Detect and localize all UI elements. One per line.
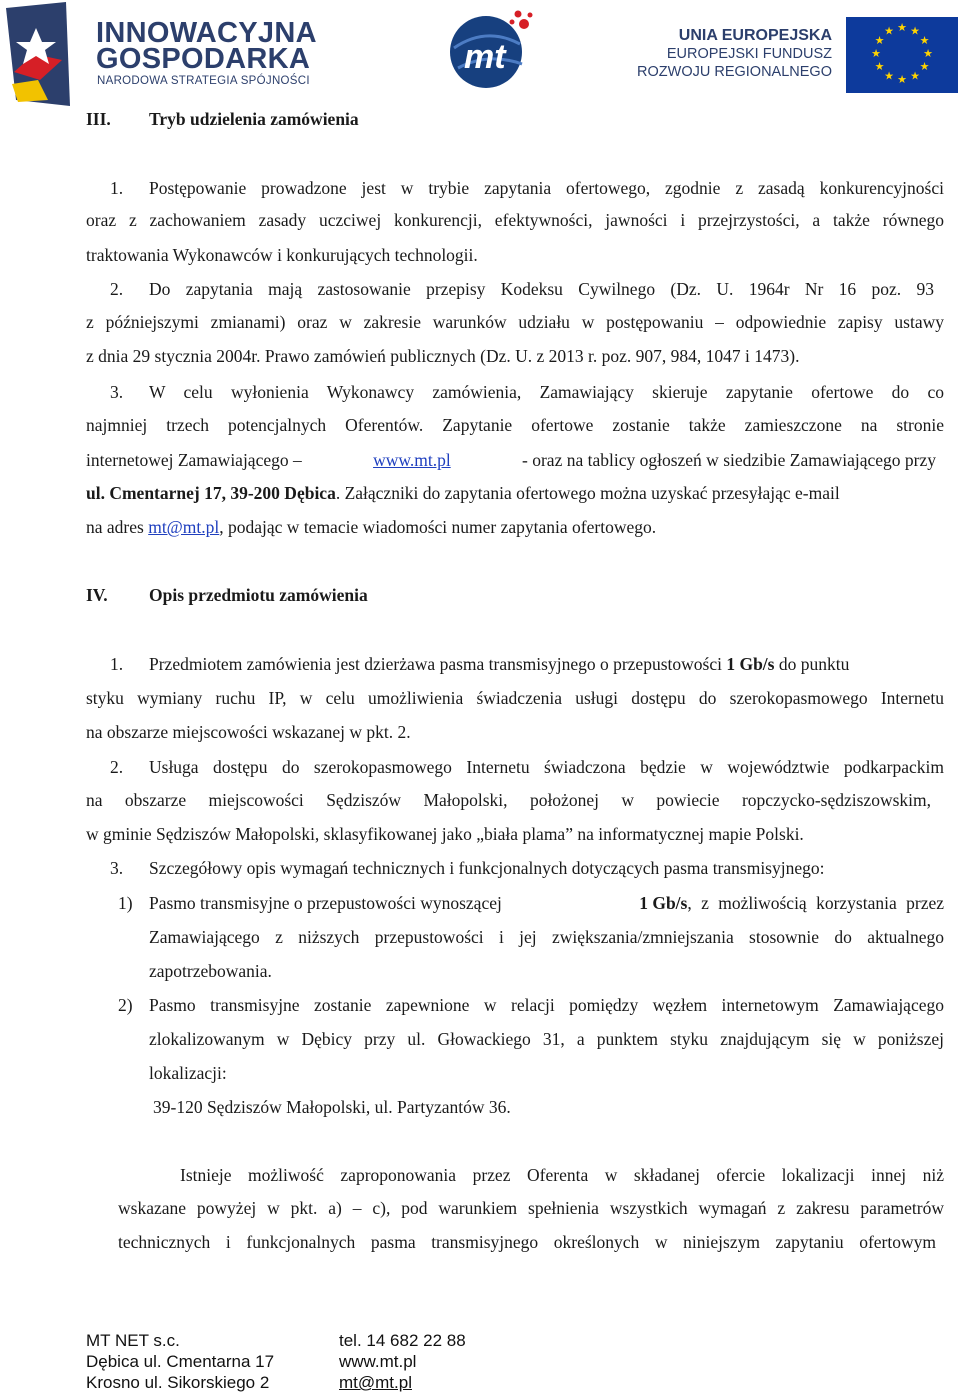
svg-text:★: ★: [871, 47, 881, 60]
s3-p3-line5-start: na adres: [86, 517, 144, 537]
svg-text:★: ★: [910, 69, 920, 83]
logo-mt: [448, 8, 536, 90]
s4-item2-line4: 39-120 Sędziszów Małopolski, ul. Partyzantów 36.: [153, 1097, 511, 1117]
s4-p3-number: 3.: [110, 858, 124, 878]
s3-p3-line3: [86, 449, 936, 471]
footer-email[interactable]: mt@mt.pl: [339, 1373, 412, 1392]
s3-p3-line5: [86, 516, 656, 538]
s4-item2-line3: lokalizacji:: [149, 1063, 227, 1083]
ig-title-line1: INNOWACYJNA: [96, 17, 317, 49]
footer-phone: tel. 14 682 22 88: [339, 1331, 466, 1350]
svg-text:★: ★: [884, 69, 894, 83]
s3-p3-line3-end: - oraz na tablicy ogłoszeń w siedzibie Zamawiającego przy: [522, 450, 936, 470]
s3-p3-line4: [86, 482, 944, 504]
s4-note-line3: technicznych i funkcjonalnych pasma transmisyjnego określonych w niniejszym zapytaniu ofertowym: [118, 1232, 936, 1252]
eu-flag-icon: [846, 17, 958, 93]
svg-text:★: ★: [923, 47, 933, 60]
footer-company-name: MT NET s.c.: [86, 1331, 180, 1350]
s3-p3-line3-start: internetowej Zamawiającego –: [86, 450, 302, 470]
footer-website[interactable]: www.mt.pl: [339, 1352, 417, 1371]
svg-text:★: ★: [897, 21, 907, 34]
svg-text:★: ★: [884, 24, 894, 38]
svg-text:★: ★: [874, 34, 885, 47]
s4-p1-line1-end: do punktu: [778, 654, 850, 674]
s3-p3-number: 3.: [110, 382, 124, 402]
s4-p2-line2: na obszarze miejscowości Sędziszów Małopolski, położonej w powiecie ropczycko-sędziszowskim,: [86, 790, 931, 810]
mt-globe-icon: [448, 8, 536, 90]
s4-item2-line2: zlokalizowanym w Dębicy przy ul. Głowackiego 31, a punktem styku znajdującym się w poniższej: [149, 1029, 944, 1049]
ig-subtitle: NARODOWA STRATEGIA SPÓJNOŚCI: [97, 75, 310, 87]
s4-p1-line2: styku wymiany ruchu IP, w celu umożliwienia świadczenia usługi dostępu do szerokopasmowego Internetu: [86, 688, 944, 708]
s4-p2-line3: w gminie Sędziszów Małopolski, sklasyfikowanej jako „biała plama” na informatycznej mapie Polski.: [86, 824, 804, 844]
s4-item1-line1-end: , z możliwością korzystania przez: [687, 893, 944, 913]
s3-p3-line2: najmniej trzech potencjalnych Oferentów. Zapytanie ofertowe zostanie także zamieszczone na stronie: [86, 415, 944, 435]
s4-item1-line2: Zamawiającego z niższych przepustowości i jej zwiększania/zmniejszania stosownie do aktualnego: [149, 927, 944, 947]
s4-p2-line1: Usługa dostępu do szerokopasmowego Internetu świadczona będzie w województwie podkarpackim: [149, 757, 944, 777]
svg-text:★: ★: [897, 73, 907, 86]
s3-p3-line4-rest: . Załączniki do zapytania ofertowego można uzyskać przesyłając e-mail: [335, 483, 840, 503]
s4-p1-number: 1.: [110, 654, 124, 674]
s4-p1-line1: [149, 653, 849, 675]
s4-item1-line1: [149, 892, 944, 914]
s3-p1-number: 1.: [110, 178, 124, 198]
svg-text:★: ★: [919, 60, 930, 73]
ue-text-block: [600, 26, 832, 81]
section4-title: Opis przedmiotu zamówienia: [149, 585, 368, 605]
footer-address-krosno: Krosno ul. Sikorskiego 2: [86, 1373, 270, 1392]
footer-company: [86, 1330, 274, 1393]
s4-item1-line1-tail: [639, 892, 944, 914]
s3-p3-line1: W celu wyłonienia Wykonawcy zamówienia, Zamawiający skieruje zapytanie ofertowe do co: [149, 382, 944, 402]
ig-title-line2: GOSPODARKA: [96, 43, 311, 75]
section3-number: III.: [86, 109, 111, 129]
mt-logo-text: mt: [464, 38, 506, 76]
s3-p2-line1: Do zapytania mają zastosowanie przepisy Kodeksu Cywilnego (Dz. U. 1964r Nr 16 poz. 93: [149, 279, 934, 299]
ig-star-logo-icon: [4, 2, 74, 106]
s3-p1-line1: Postępowanie prowadzone jest w trybie zapytania ofertowego, zgodnie z zasadą konkurencyjności: [149, 178, 944, 198]
footer-contact: [339, 1330, 466, 1393]
bandwidth-bold: 1 Gb/s: [726, 654, 775, 674]
s3-p2-number: 2.: [110, 279, 124, 299]
s4-p2-number: 2.: [110, 757, 124, 777]
s4-item1-number: 1): [118, 893, 133, 913]
s3-p1-line2: oraz z zachowaniem zasady uczciwej konkurencji, efektywności, jawności i przejrzystości, a także równego: [86, 210, 944, 230]
svg-text:★: ★: [910, 24, 920, 38]
svg-text:★: ★: [874, 60, 885, 73]
address-bold: ul. Cmentarnej 17, 39-200 Dębica: [86, 483, 336, 503]
footer-address-debica: Dębica ul. Cmentarna 17: [86, 1352, 275, 1371]
ue-line3: ROZWOJU REGIONALNEGO: [637, 64, 832, 80]
ue-line1: UNIA EUROPEJSKA: [678, 27, 832, 44]
s4-item1-line3: zapotrzebowania.: [149, 961, 272, 981]
s4-p1-line3: na obszarze miejscowości wskazanej w pkt. 2.: [86, 722, 411, 742]
s4-note-line2: wskazane powyżej w pkt. a) – c), pod warunkiem spełnienia wszystkich wymagań z zakresu parametrów: [118, 1198, 944, 1218]
s4-item2-line1: Pasmo transmisyjne zostanie zapewnione w relacji pomiędzy węzłem internetowym Zamawiającego: [149, 995, 944, 1015]
section3-title: Tryb udzielenia zamówienia: [149, 109, 359, 129]
s4-item1-line1-start: Pasmo transmisyjne o przepustowości wynoszącej: [149, 893, 502, 913]
s4-item2-number: 2): [118, 995, 133, 1015]
website-link[interactable]: www.mt.pl: [373, 450, 451, 470]
s3-p2-line3: z dnia 29 stycznia 2004r. Prawo zamówień publicznych (Dz. U. z 2013 r. poz. 907, 984, 1047 i 1473).: [86, 346, 800, 366]
ue-line2: EUROPEJSKI FUNDUSZ: [666, 46, 832, 62]
section4-number: IV.: [86, 585, 108, 605]
item1-bandwidth-bold: 1 Gb/s: [639, 893, 688, 913]
s4-p1-line1-start: Przedmiotem zamówienia jest dzierżawa pasma transmisyjnego o przepustowości: [149, 654, 722, 674]
s3-p3-line5-end: , podając w temacie wiadomości numer zapytania ofertowego.: [219, 517, 657, 537]
s3-p2-line2: z późniejszymi zmianami) oraz w zakresie warunków udziału w postępowaniu – odpowiednie zapisy ustawy: [86, 312, 944, 332]
email-link[interactable]: mt@mt.pl: [148, 517, 220, 537]
s4-p3-line1: Szczegółowy opis wymagań technicznych i funkcjonalnych dotyczących pasma transmisyjnego:: [149, 858, 825, 878]
svg-text:★: ★: [919, 34, 930, 47]
s4-note-line1: Istnieje możliwość zaproponowania przez Oferenta w składanej ofercie lokalizacji innej niż: [180, 1165, 944, 1185]
logo-innowacyjna-gospodarka: [4, 2, 344, 106]
s3-p1-line3: traktowania Wykonawców i konkurujących technologii.: [86, 245, 478, 265]
